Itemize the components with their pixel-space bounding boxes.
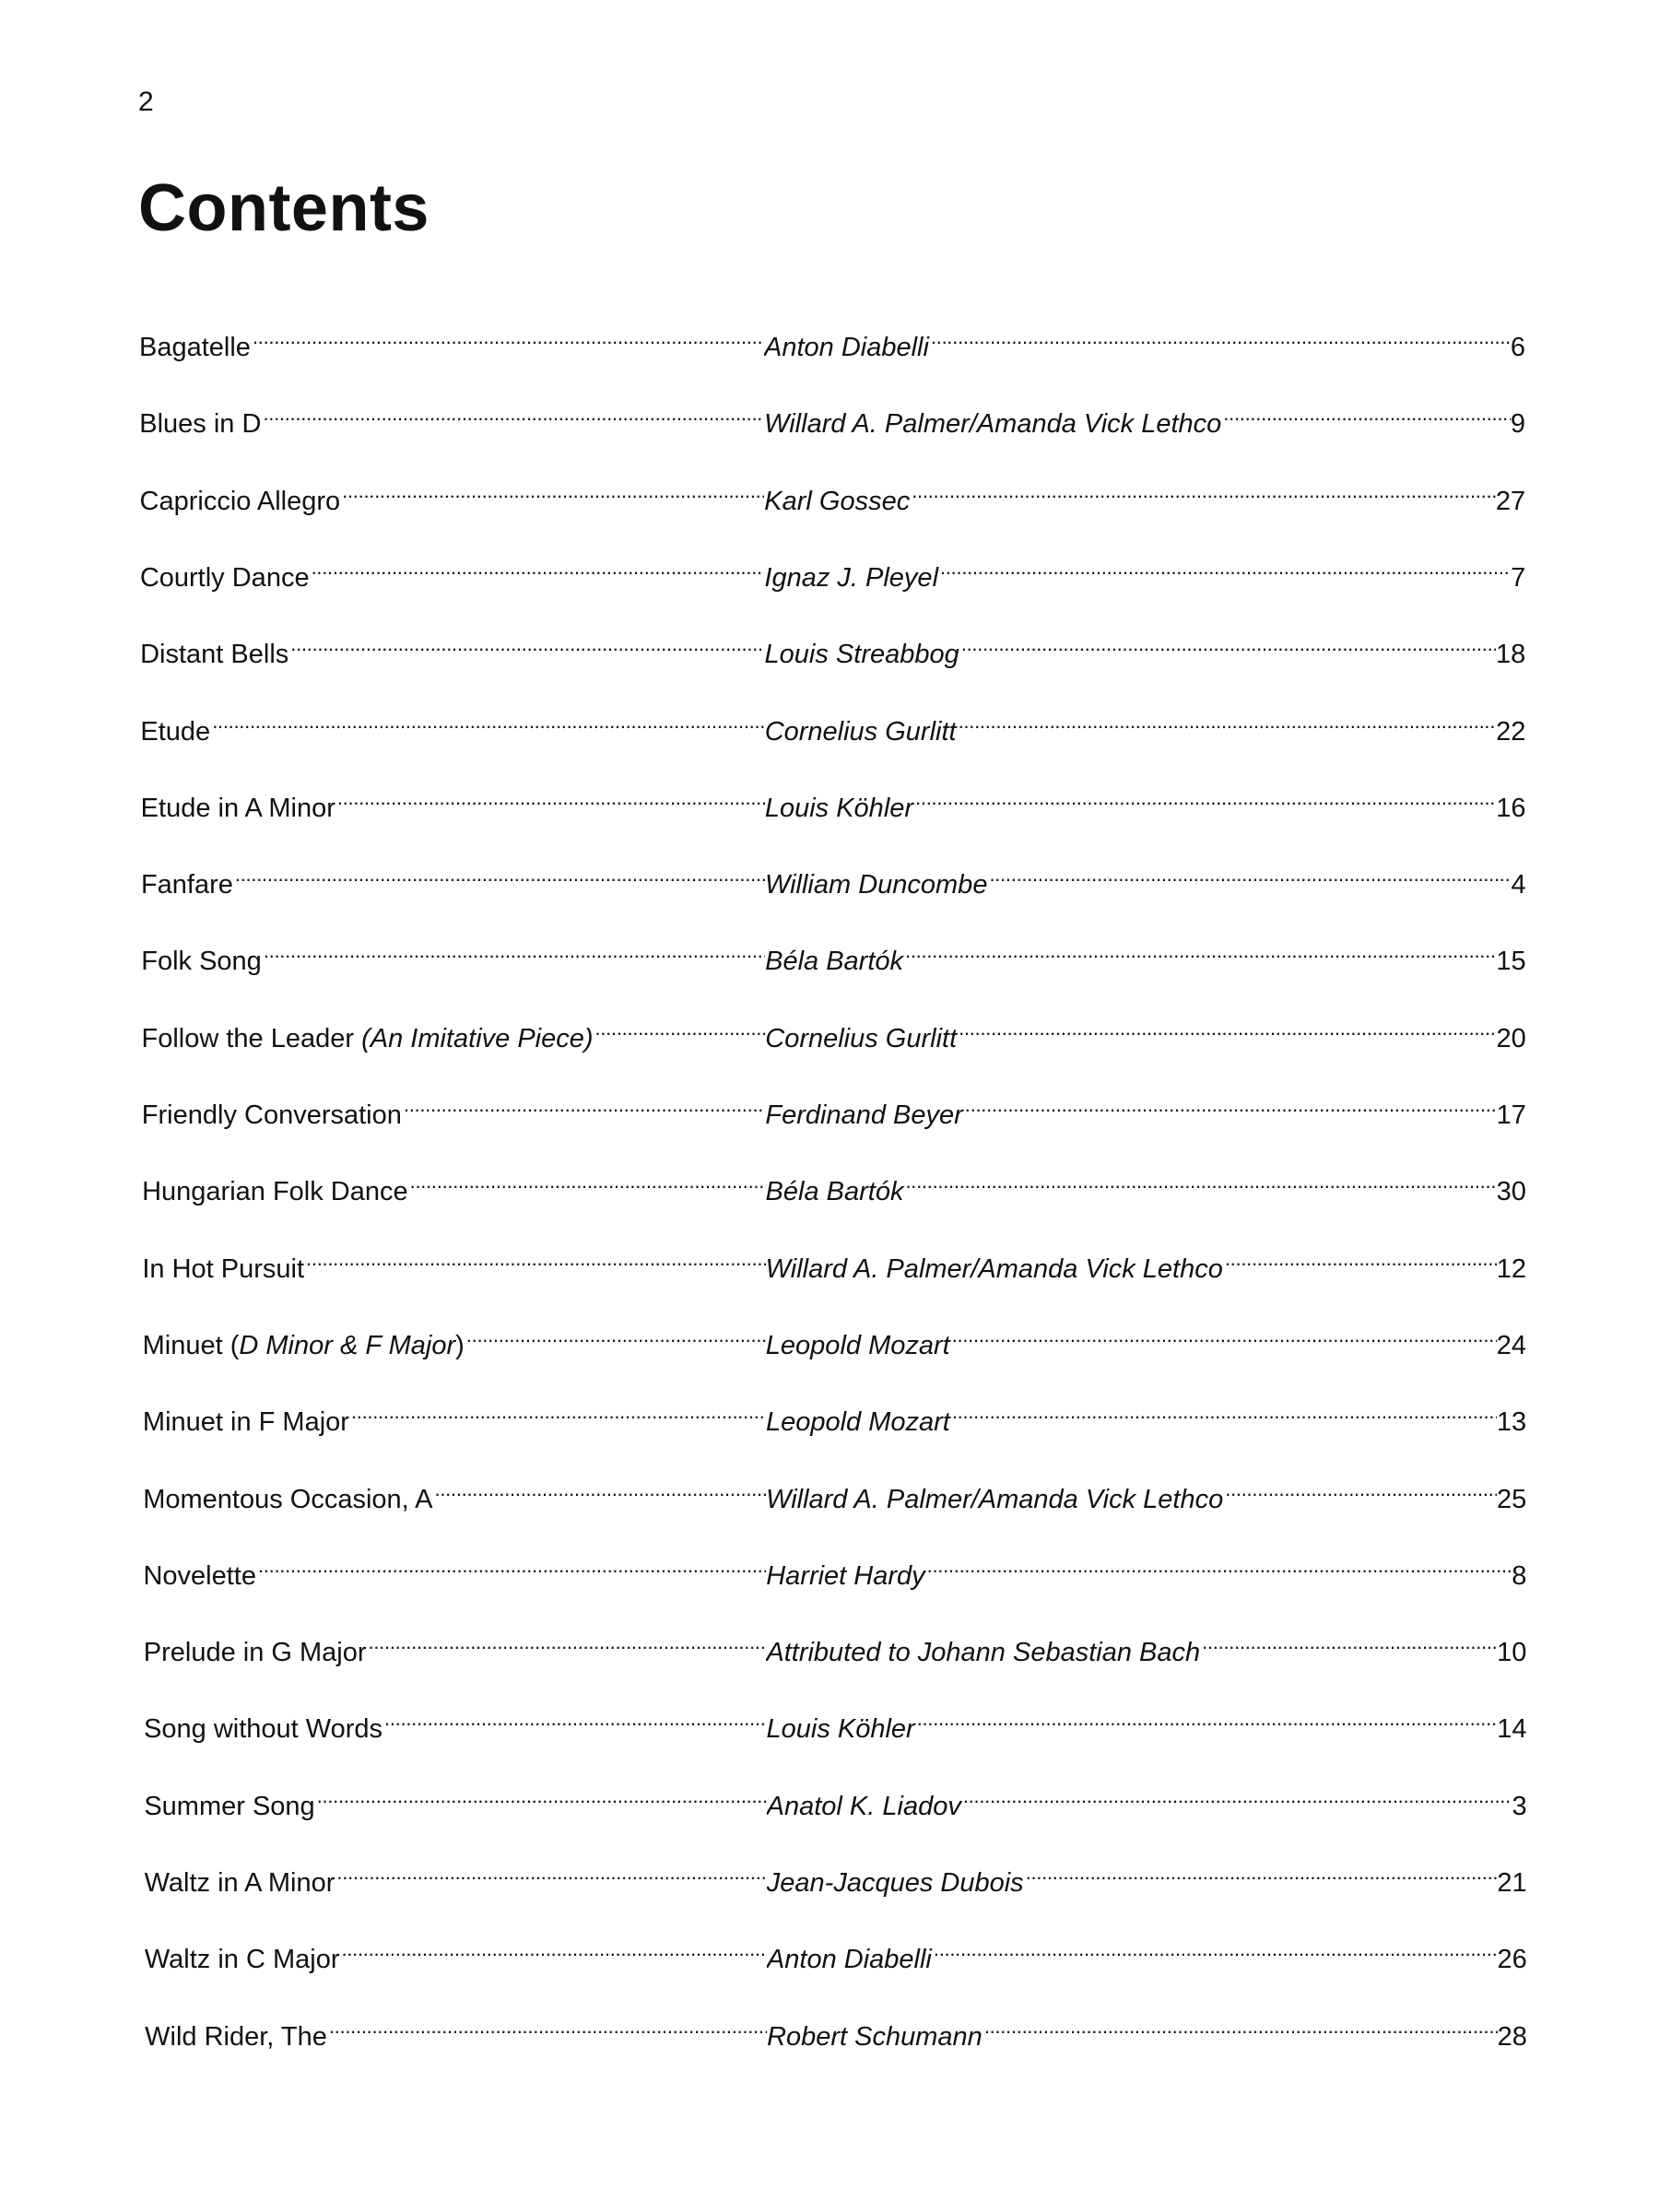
dot-leader [349, 1394, 766, 1430]
entry-composer-cell [764, 473, 1525, 520]
dot-leader [465, 1317, 766, 1354]
entry-title [144, 1711, 382, 1747]
toc-entry[interactable] [144, 1854, 1527, 1898]
entry-title [143, 1558, 256, 1594]
entry-title [144, 1788, 314, 1825]
dot-leader [315, 1778, 767, 1815]
entry-title [144, 1634, 367, 1671]
entry-title [143, 1404, 349, 1441]
dot-leader [1223, 1471, 1497, 1508]
entry-page-number: 6 [1510, 333, 1525, 362]
dot-leader [929, 319, 1511, 356]
entry-title-cell [145, 2008, 767, 2055]
entry-composer: Ferdinand Beyer [765, 1100, 963, 1130]
entry-title-text: Minuet in F Major [142, 1407, 349, 1438]
dot-leader [367, 1624, 767, 1661]
entry-composer: Karl Gossec [764, 486, 911, 516]
dot-leader [987, 856, 1511, 893]
entry-title-cell [142, 1241, 765, 1288]
dot-leader [913, 780, 1496, 817]
entry-title [142, 1020, 594, 1057]
dot-leader [340, 473, 764, 510]
dot-leader [261, 395, 764, 432]
dot-leader [1221, 395, 1511, 432]
entry-composer: Jean-Jacques Dubois [766, 1868, 1024, 1898]
entry-title [141, 790, 335, 827]
dot-leader [950, 1394, 1497, 1430]
dot-leader [915, 1700, 1498, 1737]
dot-leader [910, 473, 1496, 510]
entry-title-text: Minuet ( [142, 1330, 240, 1360]
entry-title [145, 2018, 327, 2055]
entry-title-cell [144, 1778, 766, 1825]
toc-entry[interactable] [144, 1700, 1527, 1745]
dot-leader [594, 1010, 766, 1047]
entry-title [141, 943, 262, 980]
dot-leader [938, 549, 1511, 586]
entry-composer-cell [766, 1241, 1526, 1288]
dot-leader [957, 703, 1497, 740]
dot-leader [433, 1471, 767, 1508]
toc-entry[interactable] [144, 1931, 1527, 1975]
entry-title-text: Friendly Conversation [141, 1100, 402, 1130]
entry-page-number: 8 [1512, 1560, 1527, 1591]
entry-composer: Leopold Mozart [765, 1407, 950, 1438]
entry-title-cell [139, 395, 764, 442]
entry-title-cell [144, 1624, 767, 1671]
entry-composer: Béla Bartók [765, 1177, 904, 1207]
entry-title-cell [142, 1010, 766, 1057]
page-number: 2 [138, 87, 154, 117]
entry-title-cell [140, 549, 765, 596]
entry-title-text: Novelette [143, 1560, 256, 1591]
dot-leader [327, 2008, 767, 2045]
entry-page-number: 30 [1496, 1177, 1526, 1207]
toc-entry[interactable] [141, 933, 1526, 977]
entry-composer-cell [766, 1394, 1526, 1441]
entry-title [140, 559, 310, 596]
entry-composer-cell [765, 626, 1526, 673]
entry-composer-cell [764, 549, 1525, 596]
entry-page-number: 4 [1511, 870, 1526, 900]
entry-title-cell [143, 1317, 766, 1364]
entry-composer: Ignaz J. Pleyel [764, 562, 939, 593]
entry-title [142, 1173, 408, 1210]
entry-title-cell [145, 1854, 767, 1901]
entry-title-text: Summer Song [144, 1791, 315, 1821]
entry-title-subtitle: (An Imitative Piece) [361, 1023, 594, 1053]
toc-entry[interactable] [141, 1010, 1526, 1053]
entry-title-text: Courtly Dance [139, 562, 310, 593]
dot-leader [335, 780, 765, 817]
toc-entry[interactable] [141, 1087, 1526, 1130]
entry-composer-cell [767, 1700, 1527, 1747]
toc-entry[interactable] [144, 1778, 1527, 1821]
entry-title-text: Wild Rider, The [145, 2021, 327, 2052]
entry-title-cell [141, 933, 765, 980]
toc-entry[interactable] [140, 703, 1526, 747]
entry-title-text: In Hot Pursuit [142, 1253, 305, 1284]
entry-title [145, 1941, 340, 1978]
toc-entry[interactable] [140, 780, 1526, 823]
entry-title [140, 713, 210, 750]
dot-leader [1024, 1854, 1498, 1891]
entry-composer-cell [767, 1854, 1527, 1901]
entry-composer-cell [764, 395, 1525, 442]
entry-composer: Anton Diabelli [766, 1945, 932, 1975]
entry-composer-cell [764, 319, 1525, 366]
entry-title-text: Waltz in C Major [144, 1945, 340, 1975]
dot-leader [340, 1931, 767, 1968]
entry-title-text: Follow the Leader [141, 1023, 362, 1053]
entry-title [141, 866, 233, 903]
dot-leader [961, 1778, 1512, 1815]
entry-page-number: 24 [1496, 1330, 1527, 1360]
dot-leader [1200, 1624, 1497, 1661]
dot-leader [335, 1854, 766, 1891]
entry-title-text: Momentous Occasion, A [143, 1484, 433, 1514]
entry-composer-cell [767, 1778, 1527, 1825]
entry-page-number: 28 [1497, 2021, 1527, 2052]
entry-composer-cell [765, 856, 1526, 903]
dot-leader [963, 1087, 1497, 1124]
dot-leader [233, 856, 765, 893]
entry-page-number: 13 [1496, 1407, 1527, 1438]
entry-composer-cell [766, 1163, 1526, 1210]
entry-title-text: Blues in D [139, 409, 262, 440]
toc-entry[interactable] [142, 1241, 1526, 1284]
entry-page-number: 17 [1496, 1100, 1526, 1130]
entry-page-number: 27 [1495, 486, 1526, 516]
entry-title-text: Folk Song [141, 947, 262, 977]
toc-entry[interactable] [139, 395, 1526, 440]
entry-composer: Willard A. Palmer/Amanda Vick Lethco [766, 1484, 1224, 1514]
entry-title-cell [142, 1163, 765, 1210]
entry-title-cell [145, 1931, 767, 1978]
entry-page-number: 18 [1496, 640, 1526, 670]
entry-page-number: 21 [1497, 1868, 1527, 1898]
entry-title-cell [140, 703, 764, 750]
entry-composer: Harriet Hardy [766, 1560, 925, 1591]
entry-title-text: Distant Bells [140, 640, 289, 670]
entry-composer-cell [765, 933, 1526, 980]
entry-composer: Béla Bartók [765, 947, 904, 977]
entry-composer: Willard A. Palmer/Amanda Vick Lethco [765, 1253, 1223, 1284]
entry-composer-cell [765, 780, 1526, 827]
dot-leader [304, 1241, 766, 1277]
entry-title [140, 636, 288, 673]
entry-title [140, 483, 341, 520]
entry-composer-cell [765, 703, 1526, 750]
entry-composer: Willard A. Palmer/Amanda Vick Lethco [764, 409, 1222, 440]
entry-title-cell [142, 1087, 766, 1134]
entry-page-number: 14 [1497, 1714, 1527, 1745]
dot-leader [903, 1163, 1496, 1200]
entry-page-number: 7 [1511, 562, 1526, 593]
dot-leader [959, 626, 1496, 663]
entry-title [143, 1481, 432, 1518]
toc-entry[interactable] [139, 473, 1526, 516]
toc-entry[interactable] [140, 626, 1526, 670]
entry-page-number: 12 [1496, 1253, 1526, 1284]
entry-page-number: 20 [1496, 1023, 1526, 1053]
entry-title-text: Bagatelle [139, 333, 251, 362]
entry-title [139, 329, 251, 366]
entry-title-cell [140, 626, 764, 673]
entry-title-cell [141, 856, 765, 903]
toc-entry[interactable] [139, 319, 1525, 362]
toc-entry[interactable] [143, 1471, 1527, 1514]
dot-leader [382, 1700, 766, 1737]
entry-composer: Louis Köhler [764, 793, 914, 823]
dot-leader [957, 1010, 1496, 1047]
entry-page-number: 3 [1512, 1791, 1527, 1821]
toc-entry[interactable] [140, 856, 1526, 900]
entry-page-number: 22 [1496, 716, 1526, 747]
entry-title-cell [143, 1394, 766, 1441]
entry-title-text: Prelude in G Major [143, 1638, 367, 1668]
dot-leader [262, 933, 765, 970]
entry-composer-cell [767, 1931, 1527, 1978]
entry-title-subtitle: D Minor & F Major [239, 1330, 456, 1360]
entry-title-text: Capriccio Allegro [139, 486, 341, 516]
toc-entry[interactable] [139, 549, 1526, 593]
dot-leader [408, 1163, 766, 1200]
entry-title-cell [139, 319, 764, 366]
page-title: Contents [138, 171, 429, 245]
entry-composer-cell [766, 1471, 1526, 1518]
entry-composer: Robert Schumann [767, 2021, 982, 2052]
entry-title [142, 1251, 304, 1288]
toc-entry[interactable] [145, 2008, 1527, 2052]
dot-leader [1223, 1241, 1497, 1277]
entry-title-cell [141, 780, 765, 827]
dot-leader [256, 1547, 766, 1584]
entry-title-text: Etude in A Minor [140, 793, 335, 823]
entry-composer-cell [766, 1624, 1526, 1671]
dot-leader [251, 319, 764, 356]
entry-composer: Anatol K. Liadov [766, 1791, 961, 1821]
entry-composer-cell [765, 1087, 1525, 1134]
entry-title-cell [144, 1700, 766, 1747]
toc-entry[interactable] [143, 1547, 1527, 1591]
toc-entry[interactable] [142, 1163, 1526, 1207]
entry-composer-cell [766, 1547, 1526, 1594]
dot-leader [932, 1931, 1498, 1968]
entry-title-text: ) [455, 1330, 465, 1360]
entry-title-text: Hungarian Folk Dance [142, 1177, 408, 1207]
entry-composer: Leopold Mozart [765, 1330, 950, 1360]
entry-title-text: Song without Words [144, 1714, 383, 1745]
entry-composer: Cornelius Gurlitt [764, 716, 957, 747]
entry-title [143, 1327, 465, 1364]
dot-leader [925, 1547, 1512, 1584]
entry-title [142, 1097, 402, 1134]
entry-title-text: Etude [140, 716, 211, 747]
entry-composer: Louis Streabbog [764, 640, 959, 670]
entry-composer: Anton Diabelli [764, 333, 929, 362]
entry-title-cell [143, 1471, 766, 1518]
entry-page-number: 9 [1510, 409, 1526, 440]
entry-page-number: 10 [1497, 1638, 1527, 1668]
dot-leader [950, 1317, 1497, 1354]
entry-title-text: Fanfare [140, 870, 233, 900]
entry-composer: William Duncombe [764, 870, 988, 900]
dot-leader [310, 549, 765, 586]
entry-composer-cell [765, 1010, 1526, 1057]
entry-page-number: 25 [1496, 1484, 1527, 1514]
dot-leader [288, 626, 764, 663]
toc-entry[interactable] [143, 1624, 1527, 1668]
entry-page-number: 26 [1497, 1945, 1527, 1975]
dot-leader [402, 1087, 766, 1124]
entry-composer-cell [767, 2008, 1527, 2055]
dot-leader [982, 2008, 1498, 2045]
dot-leader [903, 933, 1496, 970]
toc-entry[interactable] [142, 1317, 1527, 1360]
entry-page-number: 16 [1496, 793, 1526, 823]
entry-title [139, 406, 261, 442]
entry-composer: Cornelius Gurlitt [765, 1023, 958, 1053]
entry-page-number: 15 [1496, 947, 1526, 977]
entry-composer: Attributed to Johann Sebastian Bach [766, 1638, 1201, 1668]
entry-title [145, 1865, 335, 1901]
entry-title-cell [143, 1547, 766, 1594]
entry-title-cell [140, 473, 765, 520]
entry-composer: Louis Köhler [766, 1714, 915, 1745]
dot-leader [210, 703, 765, 740]
toc-entry[interactable] [142, 1394, 1527, 1438]
entry-title-text: Waltz in A Minor [144, 1868, 335, 1898]
entry-composer-cell [766, 1317, 1526, 1364]
